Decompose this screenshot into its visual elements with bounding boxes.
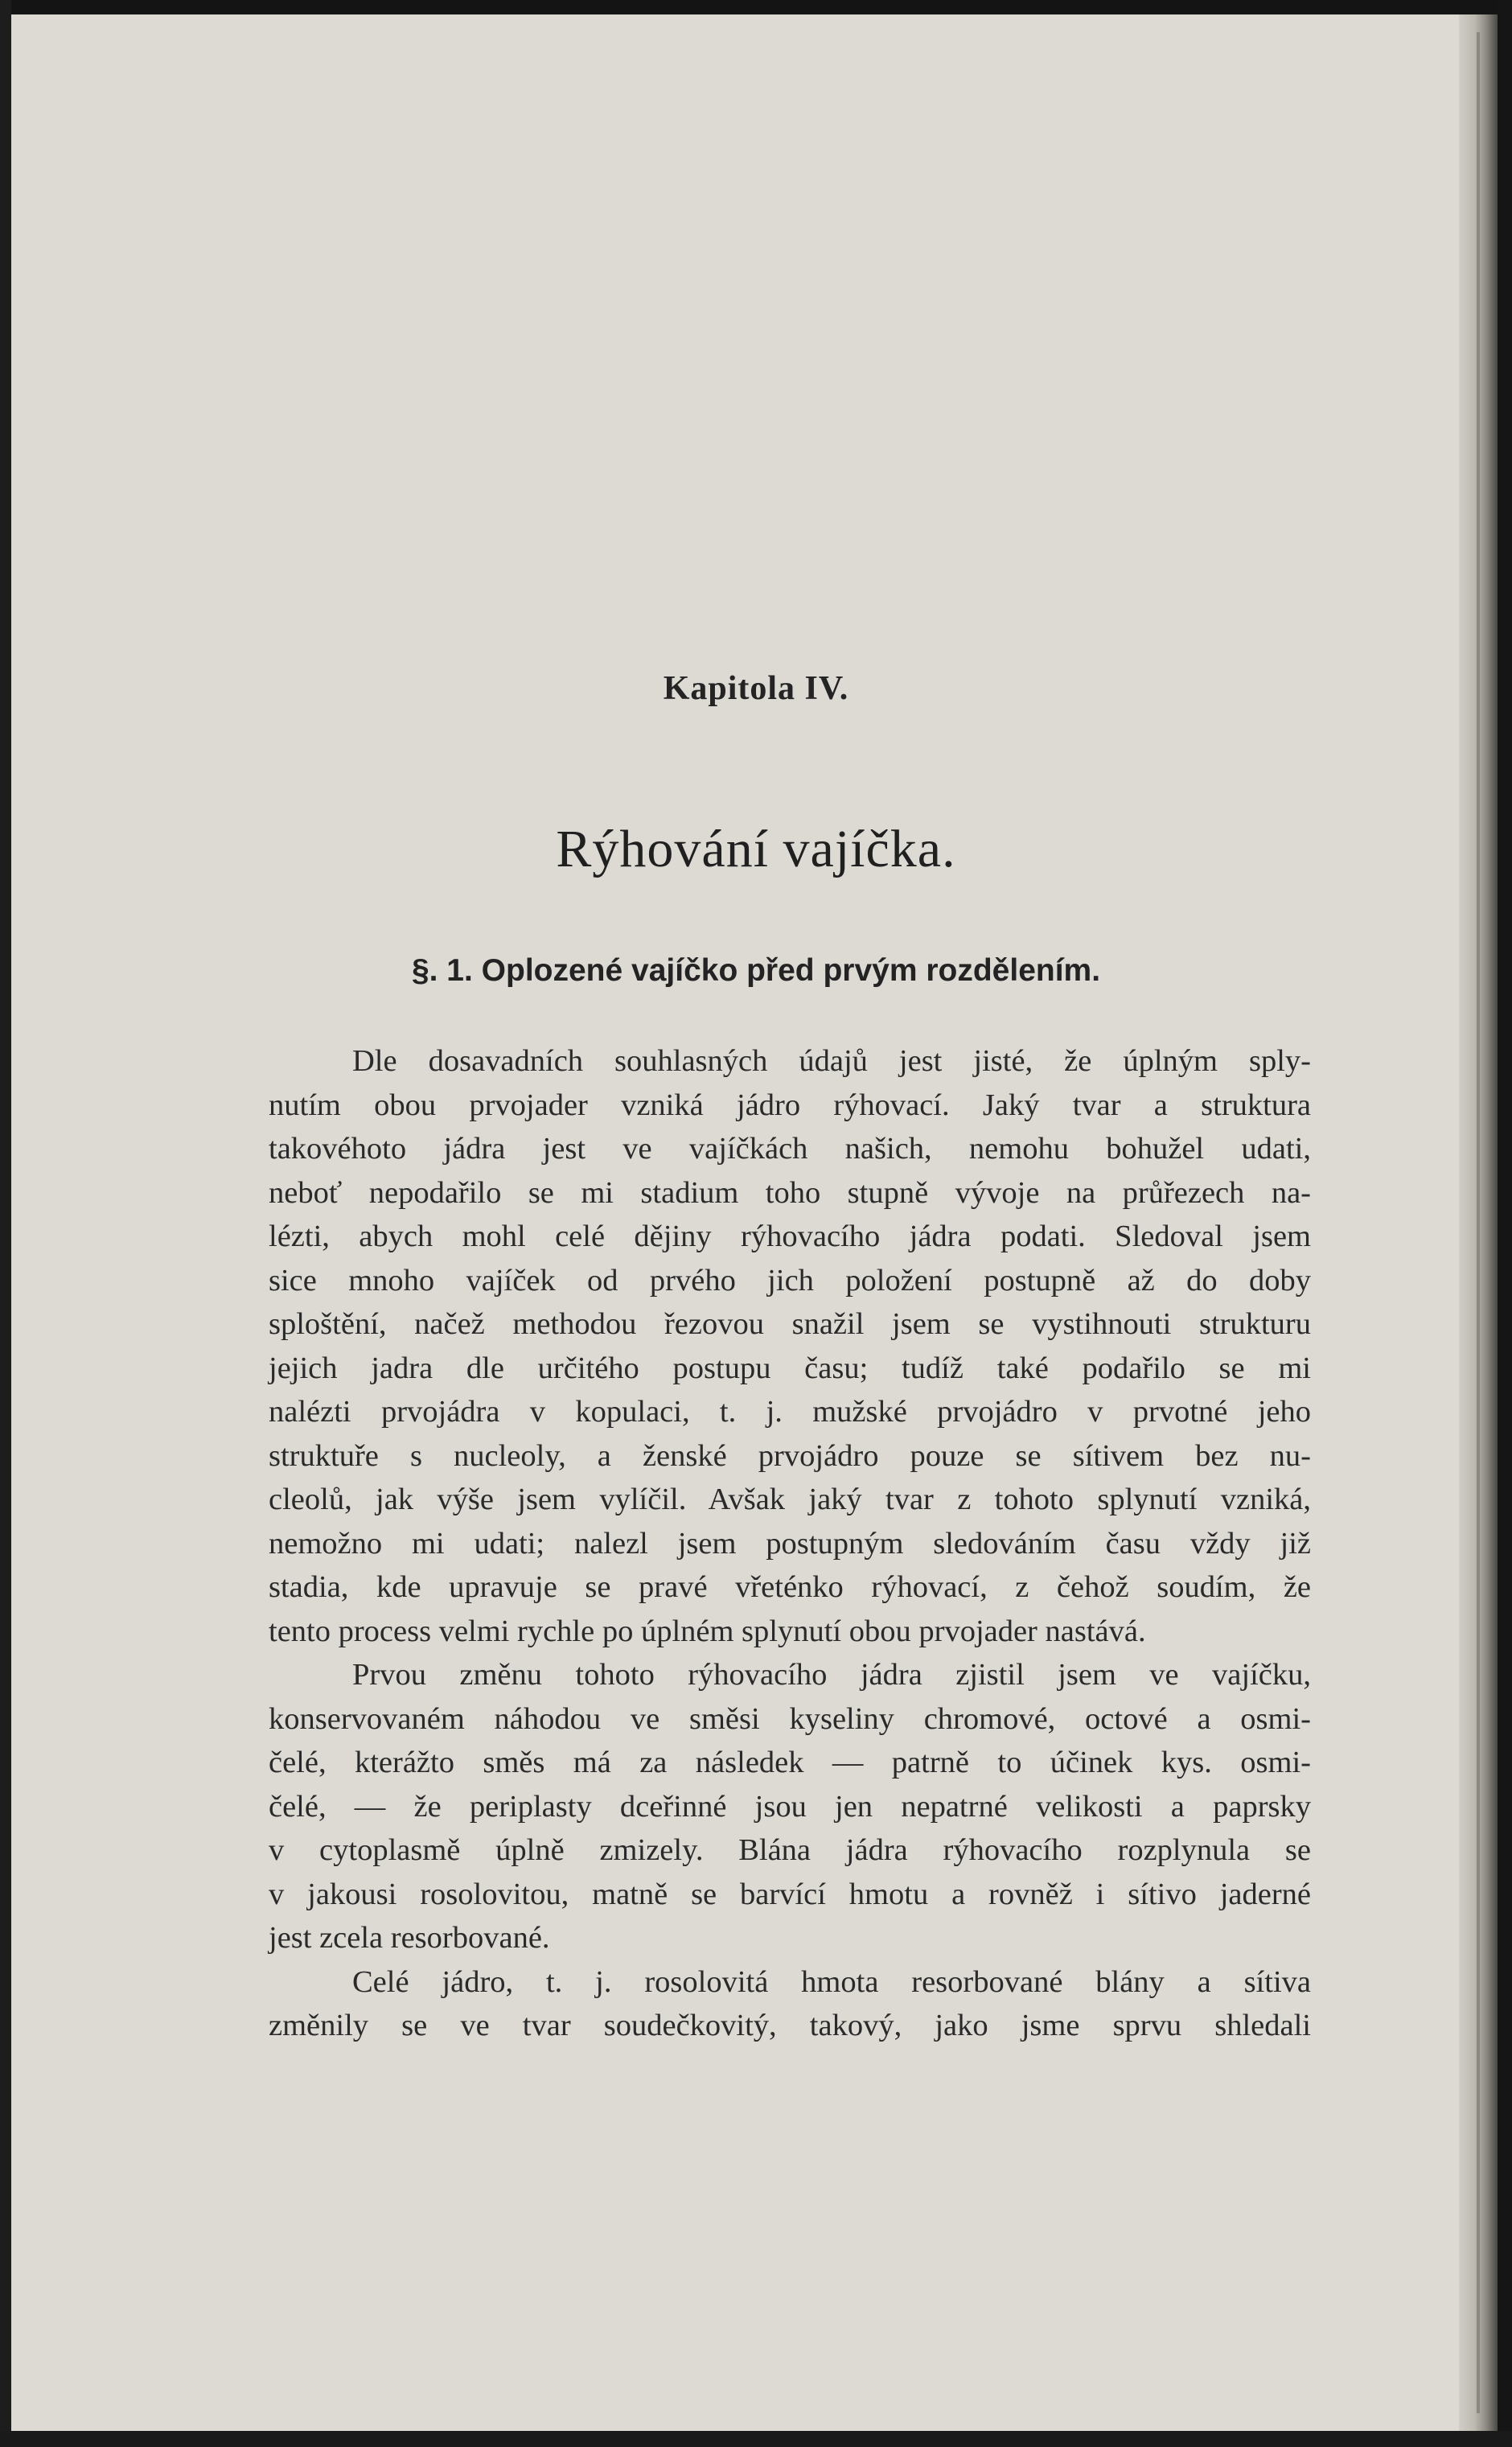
text-line: konservovaném náhodou ve směsi kyseliny chromové, octové a osmi-	[269, 1701, 1311, 1736]
text-line: takovéhoto jádra jest ve vajíčkách našich, nemohu bohužel udati,	[269, 1132, 1311, 1166]
text-line: neboť nepodařilo se mi stadium toho stupně vývoje na průřezech na-	[269, 1175, 1311, 1210]
text-line: tento process velmi rychle po úplném splynutí obou prvojader nastává.	[269, 1614, 1146, 1648]
text-line: v cytoplasmě úplně zmizely. Blána jádra rýhovacího rozplynula se	[269, 1833, 1311, 1867]
text-line: v jakousi rosolovitou, matně se barvící hmotu a rovněž i sítivo jaderné	[269, 1877, 1311, 1911]
section-heading: §. 1. Oplozené vajíčko před prvým rozdělením.	[411, 953, 1101, 988]
text-line: sploštění, načež methodou řezovou snažil jsem se vystihnouti strukturu	[269, 1307, 1311, 1341]
scan-border-top	[0, 0, 1512, 14]
text-line: nalézti prvojádra v kopulaci, t. j. mužské prvojádro v prvotné jeho	[269, 1395, 1311, 1429]
body-text	[269, 1039, 1311, 2048]
text-line: čelé, kterážto směs má za následek — patrně to účinek kys. osmi-	[269, 1746, 1311, 1779]
text-line: změnily se ve tvar soudečkovitý, takový, jako jsme sprvu shledali	[269, 2009, 1311, 2042]
text-line: cleolů, jak výše jsem vylíčil. Avšak jaký tvar z tohoto splynutí vzniká,	[269, 1483, 1311, 1516]
text-line: jest zcela resorbované.	[269, 1921, 550, 1955]
text-line: Celé jádro, t. j. rosolovitá hmota resorbované blány a sítiva	[352, 1964, 1311, 1999]
text-line: jejich jadra dle určitého postupu času; tudíž také podařilo se mi	[269, 1351, 1311, 1385]
scan-border-right	[1498, 0, 1512, 2447]
text-line: Dle dosavadních souhlasných údajů jest jisté, že úplným sply-	[352, 1044, 1311, 1078]
text-line: struktuře s nucleoly, a ženské prvojádro pouze se sítivem bez nu-	[269, 1438, 1311, 1473]
text-line: čelé, — že periplasty dceřinné jsou jen nepatrné velikosti a paprsky	[269, 1789, 1311, 1824]
gutter-shadow-line	[1477, 32, 1480, 2413]
text-line: nutím obou prvojader vzniká jádro rýhovací. Jaký tvar a struktura	[269, 1088, 1311, 1122]
text-line: stadia, kde upravuje se pravé vřeténko rýhovací, z čehož soudím, že	[269, 1570, 1311, 1604]
text-line: sice mnoho vajíček od prvého jich položení postupně až do doby	[269, 1263, 1311, 1298]
page-title: Rýhování vajíčka.	[556, 820, 956, 878]
text-line: nemožno mi udati; nalezl jsem postupným sledováním času vždy již	[269, 1526, 1311, 1561]
text-line: lézti, abych mohl celé dějiny rýhovacího jádra podati. Sledoval jsem	[269, 1219, 1311, 1253]
scan-border-bottom	[0, 2431, 1512, 2447]
chapter-label: Kapitola IV.	[663, 670, 849, 707]
scan-border-left	[0, 0, 11, 2447]
text-line: Prvou změnu tohoto rýhovacího jádra zjistil jsem ve vajíčku,	[352, 1658, 1311, 1692]
